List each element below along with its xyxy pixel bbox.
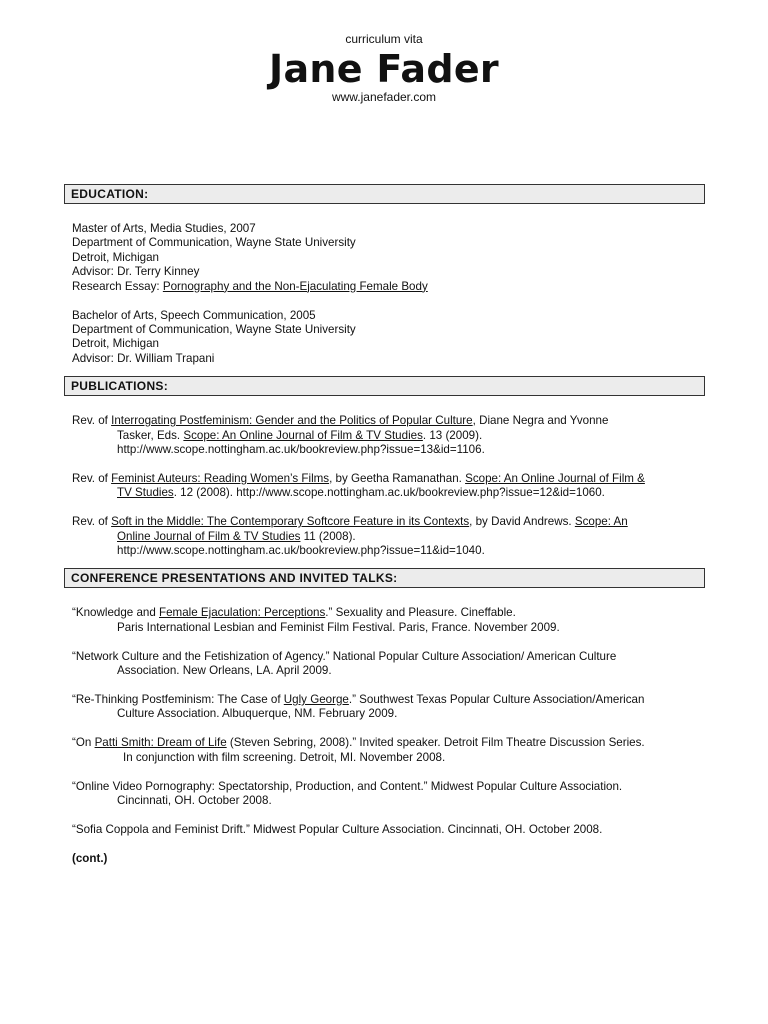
ba-location: Detroit, Michigan bbox=[72, 337, 159, 351]
pub-authors: , by David Andrews. bbox=[469, 515, 575, 529]
talk-title-underlined: Patti Smith: Dream of Life bbox=[94, 736, 227, 750]
essay-title: Pornography and the Non-Ejaculating Female Body bbox=[162, 279, 428, 293]
pub-issue: . 13 (2009). bbox=[422, 428, 483, 442]
pub-prefix: Rev. of bbox=[72, 414, 112, 428]
pub-url[interactable]: http://www.scope.nottingham.ac.uk/bookreview.php?issue=13&id=1106. bbox=[117, 442, 485, 456]
pub-journal: Scope: An Online Journal of Film & TV Studies bbox=[183, 428, 423, 442]
conference-item bbox=[72, 780, 705, 809]
ma-location: Detroit, Michigan bbox=[72, 250, 159, 264]
talk-details: Culture Association. Albuquerque, NM. February 2009. bbox=[117, 707, 398, 721]
talk-title-start: “On bbox=[72, 736, 95, 750]
pub-authors: , Diane Negra and Yvonne bbox=[472, 414, 609, 428]
conference-item bbox=[72, 650, 705, 679]
ba-advisor: Advisor: Dr. William Trapani bbox=[72, 351, 215, 365]
talk-title-start: “Knowledge and bbox=[72, 606, 160, 620]
talk-title-start: “Re-Thinking Postfeminism: The Case of bbox=[72, 693, 284, 707]
pub-issue: 11 (2008). bbox=[300, 529, 356, 543]
talk-details: Paris International Lesbian and Feminist Film Festival. Paris, France. November 2009. bbox=[117, 620, 560, 634]
pub-journal-cont: TV Studies bbox=[117, 486, 174, 500]
talk-venue: (Steven Sebring, 2008).” Invited speaker. Detroit Film Theatre Discussion Series. bbox=[226, 736, 645, 750]
talk-details: Cincinnati, OH. October 2008. bbox=[117, 794, 272, 808]
ma-essay bbox=[72, 280, 705, 294]
pub-journal: Scope: An Online Journal of Film & bbox=[465, 471, 645, 485]
pub-editors: Tasker, Eds. bbox=[117, 428, 184, 442]
talk-title-underlined: Ugly George bbox=[283, 693, 349, 707]
pub-journal: Scope: An bbox=[574, 515, 628, 529]
conference-item bbox=[72, 693, 705, 722]
ma-degree: Master of Arts, Media Studies, 2007 bbox=[72, 222, 256, 235]
pub-authors: , by Geetha Ramanathan. bbox=[329, 471, 466, 485]
talk-title: “Sofia Coppola and Feminist Drift.” Midwest Popular Culture Association. Cincinnati, OH. October 2008. bbox=[72, 822, 603, 836]
ba-department: Department of Communication, Wayne State University bbox=[72, 322, 356, 336]
ba-degree: Bachelor of Arts, Speech Communication, 2005 bbox=[72, 308, 316, 322]
pub-url[interactable]: http://www.scope.nottingham.ac.uk/bookreview.php?issue=11&id=1040. bbox=[117, 544, 485, 557]
talk-title: “Online Video Pornography: Spectatorship, Production, and Content.” Midwest Popular Culture Association. bbox=[72, 779, 623, 793]
talk-details: Association. New Orleans, LA. April 2009. bbox=[117, 664, 332, 678]
ma-department: Department of Communication, Wayne State University bbox=[72, 236, 356, 250]
pub-prefix: Rev. of bbox=[72, 515, 112, 529]
cv-body bbox=[65, 184, 705, 866]
education-ba bbox=[72, 309, 705, 367]
continued-marker: (cont.) bbox=[72, 851, 108, 865]
cv-header bbox=[0, 32, 768, 104]
publications-heading: PUBLICATIONS: bbox=[64, 376, 705, 396]
person-name: Jane Fader bbox=[269, 47, 499, 91]
website-link[interactable]: www.janefader.com bbox=[331, 90, 437, 104]
conference-item bbox=[72, 736, 705, 765]
talk-title: “Network Culture and the Fetishization of Agency.” National Popular Culture Association/ American Culture bbox=[72, 649, 617, 663]
ma-advisor: Advisor: Dr. Terry Kinney bbox=[72, 265, 200, 279]
document-subtitle: curriculum vita bbox=[345, 32, 423, 46]
conferences-heading: CONFERENCE PRESENTATIONS AND INVITED TALKS: bbox=[64, 568, 705, 588]
essay-label: Research Essay: bbox=[72, 279, 163, 293]
talk-details: In conjunction with film screening. Detroit, MI. November 2008. bbox=[123, 750, 446, 764]
conference-item bbox=[72, 606, 705, 635]
pub-prefix: Rev. of bbox=[72, 471, 112, 485]
publication-item bbox=[72, 414, 705, 457]
pub-journal-cont: Online Journal of Film & TV Studies bbox=[117, 529, 301, 543]
publication-item bbox=[72, 472, 705, 501]
pub-book-title: Feminist Auteurs: Reading Women’s Films bbox=[111, 471, 330, 485]
pub-book-title: Interrogating Postfeminism: Gender and the Politics of Popular Culture bbox=[111, 414, 473, 428]
talk-title-underlined: Female Ejaculation: Perceptions bbox=[159, 606, 326, 620]
talk-venue: .” Sexuality and Pleasure. Cineffable. bbox=[325, 606, 516, 620]
pub-issue-url: . 12 (2008). http://www.scope.nottingham.ac.uk/bookreview.php?issue=12&id=1060. bbox=[173, 486, 605, 500]
education-ma bbox=[72, 222, 705, 294]
pub-book-title: Soft in the Middle: The Contemporary Softcore Feature in its Contexts bbox=[111, 515, 470, 529]
education-heading: EDUCATION: bbox=[64, 184, 705, 204]
conference-item bbox=[72, 823, 705, 837]
talk-venue: .” Southwest Texas Popular Culture Association/American bbox=[348, 693, 645, 707]
publication-item bbox=[72, 515, 705, 558]
